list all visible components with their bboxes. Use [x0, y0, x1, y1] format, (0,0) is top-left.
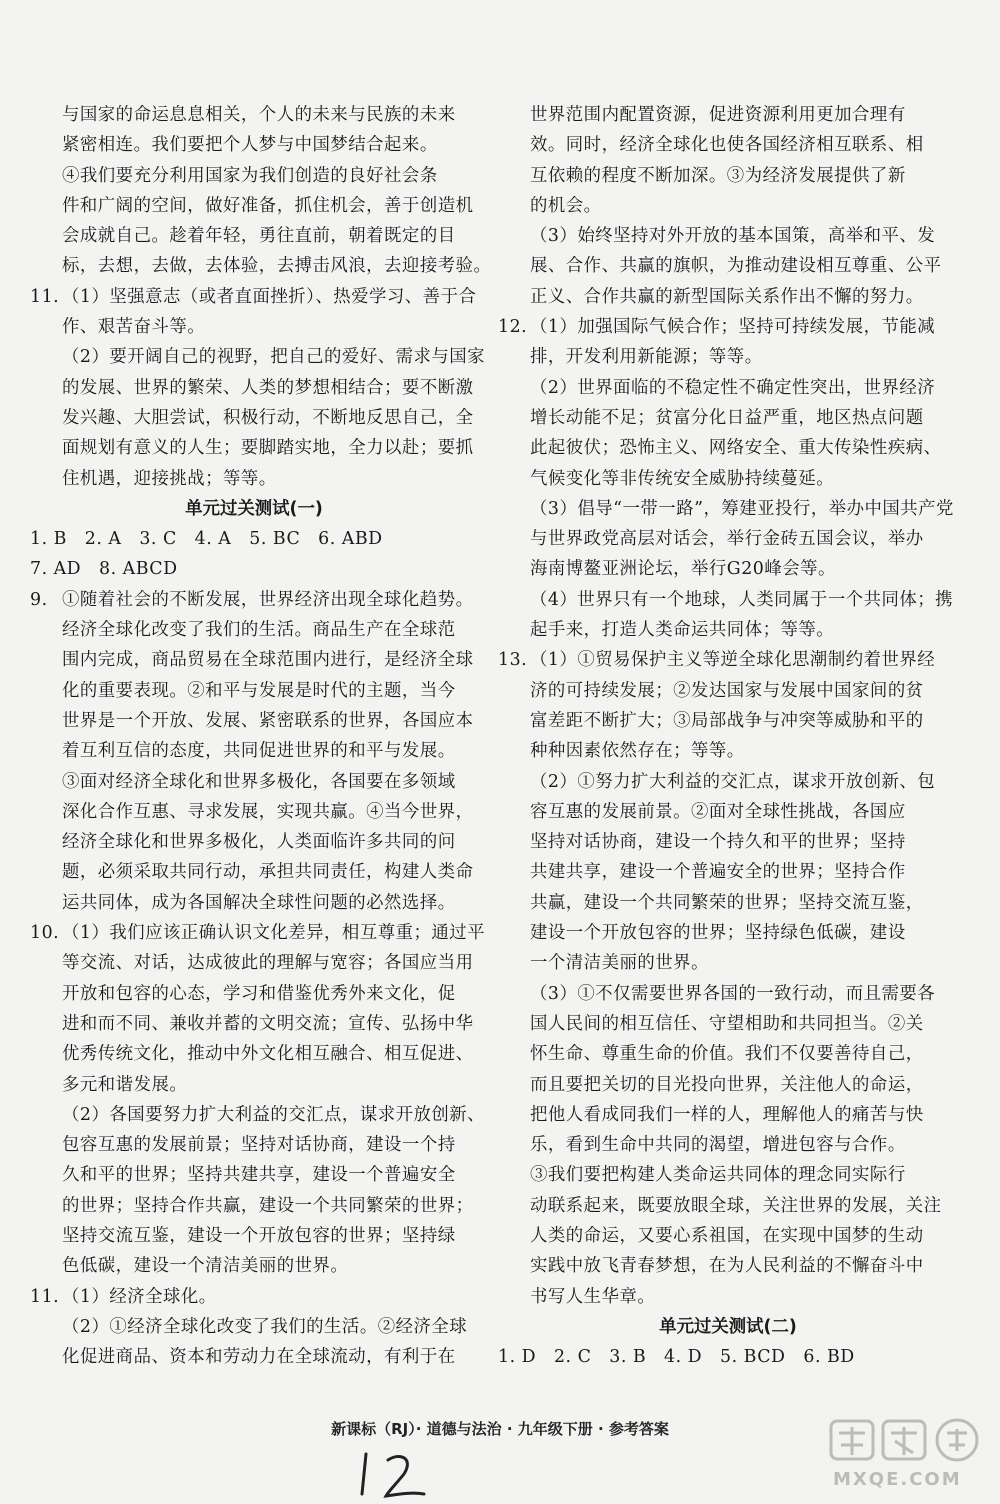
- answer-text: 与世界政党高层对话会，举行金砖五国会议，举办: [530, 529, 924, 550]
- handwritten-page-number: [352, 1448, 442, 1500]
- answer-text: 共建共享，建设一个普遍安全的世界；坚持合作: [530, 862, 906, 883]
- answer-text: 经济全球化改变了我们的生活。商品生产在全球范: [62, 620, 456, 641]
- answer-line: [30, 888, 478, 918]
- answer-line: [498, 1221, 958, 1251]
- answer-text: 世界范围内配置资源，促进资源利用更加合理有: [530, 105, 906, 125]
- answer-line: [498, 373, 958, 403]
- answer-text: 建设一个开放包容的世界；坚持绿色低碳，建设: [530, 923, 906, 944]
- answer-text: 标，去想，去做，去体验，去搏击风浪，去迎接考验。: [62, 256, 492, 277]
- answer-text: 化促进商品、资本和劳动力在全球流动，有利于在: [62, 1347, 456, 1368]
- answer-line: [498, 767, 958, 797]
- answer-text: 正义、合作共赢的新型国际关系作出不懈的努力。: [530, 286, 924, 307]
- answer-text: 1. B 2. A 3. C 4. A 5. BC 6. ABD: [30, 529, 383, 550]
- answer-text: 一个清洁美丽的世界。: [530, 953, 709, 974]
- answer-line: [30, 615, 478, 645]
- answer-text: （2）要开阔自己的视野，把自己的爱好、需求与国家: [62, 347, 486, 368]
- answer-line: [30, 403, 478, 433]
- answer-line: [498, 827, 958, 857]
- answer-text: 怀生命、尊重生命的价值。我们不仅要善待自己，: [530, 1044, 924, 1065]
- answer-text: 富差距不断扩大；③局部战争与冲突等威胁和平的: [530, 710, 924, 731]
- answer-line: [30, 827, 478, 857]
- question-number: 13.: [498, 650, 528, 671]
- answer-line: [498, 251, 958, 281]
- answer-text: 紧密相连。我们要把个人梦与中国梦结合起来。: [62, 135, 438, 156]
- answer-line: [498, 342, 958, 372]
- answer-line: [30, 918, 486, 948]
- answer-line: [498, 1282, 958, 1312]
- answer-text: 题，必须采取共同行动，承担共同责任，构建人类命: [62, 862, 474, 883]
- question-number: 9.: [30, 589, 48, 610]
- answer-text: 经济全球化和世界多极化，人类面临许多共同的问: [62, 832, 456, 853]
- answer-line: [30, 1221, 478, 1251]
- answer-text: 增长动能不足；贫富分化日益严重，地区热点问题: [530, 407, 924, 428]
- answer-line: [498, 464, 958, 494]
- answer-text: 等交流、对话，达成彼此的理解与宽容；各国应当用: [62, 953, 474, 974]
- answer-text: 容互惠的发展前景。②面对全球性挑战，各国应: [530, 801, 906, 822]
- answer-line: [498, 161, 958, 191]
- answer-line: [498, 979, 958, 1009]
- answer-line: [30, 767, 478, 797]
- answer-line: [30, 191, 478, 221]
- answer-text: 的世界；坚持合作共赢，建设一个共同繁荣的世界；: [62, 1195, 474, 1216]
- answer-text: 住机遇，迎接挑战；等等。: [62, 468, 277, 489]
- answer-text: 深化合作互惠、寻求发展，实现共赢。④当今世界，: [62, 801, 474, 822]
- answer-line: [30, 1160, 478, 1190]
- answer-line: [498, 524, 958, 554]
- answer-text: 作、艰苦奋斗等。: [62, 317, 206, 338]
- answer-line: [498, 282, 958, 312]
- answer-line: [30, 554, 478, 584]
- answer-text: 面规划有意义的人生；要脚踏实地，全力以赴；要抓: [62, 438, 474, 459]
- answer-line: [30, 857, 478, 887]
- answer-line: [498, 918, 958, 948]
- answer-line: [30, 312, 478, 342]
- answer-text: 动联系起来，既要放眼全球，关注世界的发展，关注: [530, 1195, 942, 1216]
- answer-line: [498, 1130, 958, 1160]
- answer-line: [498, 403, 958, 433]
- answer-text: （2）世界面临的不稳定性不确定性突出，世界经济: [530, 377, 936, 398]
- answer-line: [30, 524, 478, 554]
- answer-line: [498, 1009, 958, 1039]
- answer-text: 世界是一个开放、发展、紧密联系的世界，各国应本: [62, 710, 474, 731]
- answer-text: 7. AD 8. ABCD: [30, 559, 178, 580]
- svg-text:MXQE.COM: MXQE.COM: [833, 1469, 962, 1490]
- answer-text: 书写人生华章。: [530, 1286, 656, 1307]
- answer-text: （3）①不仅需要世界各国的一致行动，而且需要各: [530, 983, 936, 1004]
- answer-line: [498, 585, 958, 615]
- answer-line: [30, 100, 478, 130]
- answer-line: [30, 1070, 478, 1100]
- answer-line: [30, 645, 478, 675]
- answer-text: （2）①经济全球化改变了我们的生活。②经济全球: [62, 1316, 468, 1337]
- question-number: 10.: [30, 923, 60, 944]
- answer-line: [30, 1251, 478, 1281]
- answer-line: [30, 585, 478, 615]
- answer-line: [30, 1130, 478, 1160]
- answer-text: 展、合作、共赢的旗帜，为推动建设相互尊重、公平: [530, 256, 942, 277]
- answer-line: [30, 282, 478, 312]
- answer-text: 乐，看到生命中共同的渴望，增进包容与合作。: [530, 1135, 906, 1156]
- answer-text: 运共同体，成为各国解决全球性问题的必然选择。: [62, 892, 456, 913]
- watermark-logo: [825, 1415, 990, 1495]
- answer-text: 种种因素依然存在；等等。: [530, 741, 745, 762]
- answer-text: 的发展、世界的繁荣、人类的梦想相结合；要不断激: [62, 377, 474, 398]
- answer-line: [30, 161, 478, 191]
- answer-text: 优秀传统文化，推动中外文化相互融合、相互促进、: [62, 1044, 474, 1065]
- answer-line: [498, 857, 958, 887]
- answer-text: 开放和包容的心态，学习和借鉴优秀外来文化，促: [62, 983, 456, 1004]
- answer-line: [30, 706, 478, 736]
- answer-line: [30, 1282, 478, 1312]
- answer-line: [498, 888, 958, 918]
- answer-text: 化的重要表现。②和平与发展是时代的主题，当今: [62, 680, 456, 701]
- answer-line: [498, 1039, 958, 1069]
- answer-text: 排，开发利用新能源；等等。: [530, 347, 763, 368]
- answer-line: [30, 373, 478, 403]
- answer-line: [498, 1191, 958, 1221]
- answer-line: [30, 433, 478, 463]
- answer-text: ④我们要充分利用国家为我们创造的良好社会条: [62, 165, 438, 186]
- left-column: [30, 100, 492, 1372]
- answer-text: 色低碳，建设一个清洁美丽的世界。: [62, 1256, 349, 1277]
- answer-text: 发兴趣、大胆尝试，积极行动，不断地反思自己，全: [62, 407, 474, 428]
- answer-text: 多元和谐发展。: [62, 1074, 188, 1095]
- answer-line: [30, 1312, 478, 1342]
- answer-line: [498, 645, 958, 675]
- answer-line: [30, 736, 478, 766]
- answer-line: [498, 221, 958, 251]
- right-column: [498, 100, 958, 1372]
- answer-text: 国人民间的相互信任、守望相助和共同担当。②关: [530, 1013, 924, 1034]
- answer-line: [498, 494, 958, 524]
- answer-line: [498, 706, 958, 736]
- answer-line: [498, 1160, 958, 1190]
- answer-text: 把他人看成同我们一样的人，理解他人的痛苦与快: [530, 1104, 924, 1125]
- answer-text: （3）始终坚持对外开放的基本国策，高举和平、发: [530, 226, 936, 247]
- answer-text: 坚持对话协商，建设一个持久和平的世界；坚持: [530, 832, 906, 853]
- answer-line: [498, 312, 958, 342]
- answer-text: 此起彼伏；恐怖主义、网络安全、重大传染性疾病、: [530, 438, 942, 459]
- answer-line: [30, 1009, 478, 1039]
- answer-text: 坚持交流互鉴，建设一个开放包容的世界；坚持绿: [62, 1225, 456, 1246]
- answer-line: [30, 1191, 478, 1221]
- answer-line: [498, 100, 958, 130]
- answer-line: [498, 676, 958, 706]
- answer-line: [498, 1251, 958, 1281]
- answer-text: 济的可持续发展；②发达国家与发展中国家间的贫: [530, 680, 924, 701]
- answer-text: （3）倡导“一带一路”，筹建亚投行，举办中国共产党: [530, 498, 954, 519]
- answer-text: 1. D 2. C 3. B 4. D 5. BCD 6. BD: [498, 1347, 855, 1368]
- answer-text: （1）①贸易保护主义等逆全球化思潮制约着世界经: [530, 650, 936, 671]
- answer-text: ③面对经济全球化和世界多极化，各国要在多领域: [62, 771, 456, 792]
- answer-text: 围内完成，商品贸易在全球范围内进行，是经济全球: [62, 650, 474, 671]
- answer-text: （2）①努力扩大利益的交汇点，谋求开放创新、包: [530, 771, 936, 792]
- answer-line: [498, 191, 958, 221]
- answer-line: [30, 797, 478, 827]
- answer-line: [30, 1100, 486, 1130]
- answer-line: [498, 1342, 958, 1372]
- answer-line: [30, 676, 478, 706]
- answer-line: [30, 251, 492, 281]
- answer-text: 而且要把关切的目光投向世界，关注他人的命运，: [530, 1074, 924, 1095]
- answer-text: （4）世界只有一个地球，人类同属于一个共同体；携: [530, 589, 954, 610]
- question-number: 11.: [30, 1286, 60, 1307]
- answer-line: [498, 1100, 958, 1130]
- answer-text: 包容互惠的发展前景；坚持对话协商，建设一个持: [62, 1135, 456, 1156]
- answer-text: 件和广阔的空间，做好准备，抓住机会，善于创造机: [62, 195, 474, 216]
- answer-line: [498, 1070, 958, 1100]
- answer-text: （1）坚强意志（或者直面挫折）、热爱学习、善于合: [62, 286, 477, 307]
- answer-text: 海南博鳌亚洲论坛，举行G20峰会等。: [530, 559, 836, 580]
- section-heading: 单元过关测试(二): [659, 1316, 797, 1337]
- answer-line: [30, 464, 478, 494]
- answer-text: 气候变化等非传统安全威胁持续蔓延。: [530, 468, 835, 489]
- answer-text: 着互利互信的态度，共同促进世界的和平与发展。: [62, 741, 456, 762]
- answer-line: [498, 130, 958, 160]
- answer-text: （2）各国要努力扩大利益的交汇点，谋求开放创新、: [62, 1104, 486, 1125]
- question-number: 11.: [30, 286, 60, 307]
- answer-text: 的机会。: [530, 195, 602, 216]
- answer-text: 互依赖的程度不断加深。③为经济发展提供了新: [530, 165, 906, 186]
- answer-text: 久和平的世界；坚持共建共享，建设一个普遍安全: [62, 1165, 456, 1186]
- answer-line: [498, 554, 958, 584]
- answer-text: 共赢，建设一个共同繁荣的世界；坚持交流互鉴，: [530, 892, 924, 913]
- question-number: 12.: [498, 317, 528, 338]
- answer-line: [30, 948, 478, 978]
- answer-text: （1）加强国际气候合作；坚持可持续发展，节能减: [530, 317, 936, 338]
- answer-text: 会成就自己。趁着年轻，勇往直前，朝着既定的目: [62, 226, 456, 247]
- answer-text: 与国家的命运息息相关，个人的未来与民族的未来: [62, 105, 456, 125]
- footer: 新课标（RJ）· 道德与法治 · 九年级下册 · 参考答案: [331, 1420, 669, 1438]
- answer-text: 效。同时，经济全球化也使各国经济相互联系、相: [530, 135, 924, 156]
- answer-line: [30, 221, 478, 251]
- answer-line: [498, 615, 958, 645]
- answer-line: [30, 979, 478, 1009]
- answer-text: （1）经济全球化。: [62, 1286, 217, 1307]
- section-heading: 单元过关测试(一): [185, 498, 323, 519]
- answer-text: ①随着社会的不断发展，世界经济出现全球化趋势。: [62, 589, 474, 610]
- answer-line: [498, 736, 958, 766]
- answer-line: [30, 1039, 478, 1069]
- answer-line: [30, 130, 478, 160]
- answer-text: （1）我们应该正确认识文化差异，相互尊重；通过平: [62, 923, 486, 944]
- answer-line: [30, 342, 486, 372]
- answer-line: [498, 797, 958, 827]
- answer-line: [498, 433, 958, 463]
- answer-text: 实践中放飞青春梦想，在为人民利益的不懈奋斗中: [530, 1256, 924, 1277]
- answer-line: [30, 1342, 478, 1372]
- answer-text: 进和而不同、兼收并蓄的文明交流；宣传、弘扬中华: [62, 1013, 474, 1034]
- answer-text: ③我们要把构建人类命运共同体的理念同实际行: [530, 1165, 906, 1186]
- answer-text: 起手来，打造人类命运共同体；等等。: [530, 620, 835, 641]
- answer-text: 人类的命运，又要心系祖国，在实现中国梦的生动: [530, 1225, 924, 1246]
- answer-line: [498, 948, 958, 978]
